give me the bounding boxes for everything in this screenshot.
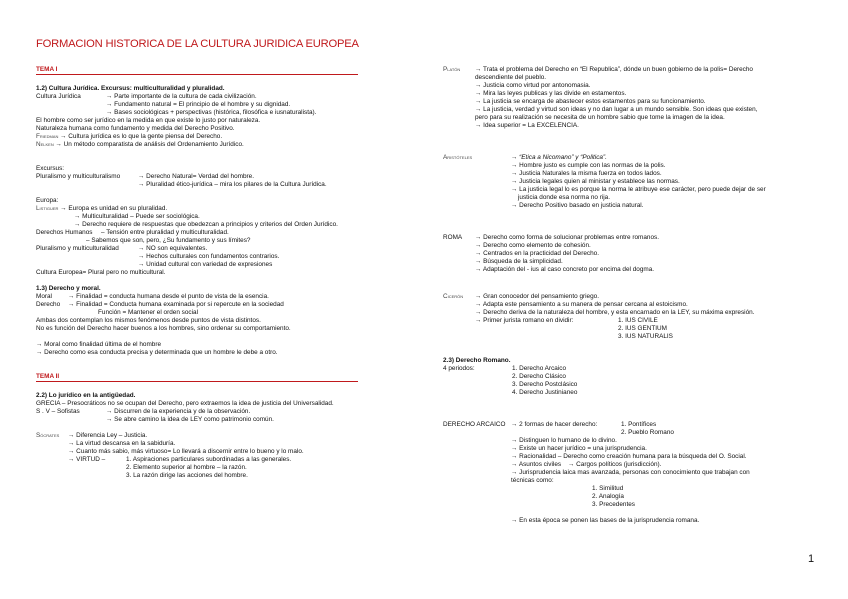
- bullet-item: → Finalidad = Conducta humana examinada por si repercute en la sociedad: [68, 301, 284, 308]
- bullet-item: → Fundamento natural = El principio de el hombre y su dignidad.: [106, 101, 291, 108]
- bullet-item: → Unidad cultural con variedad de expresiones: [138, 261, 273, 268]
- bullet-item: pero para su realización se necesita de un hombre sabio que tome la imagen de la idea.: [475, 114, 725, 121]
- bullet-item: → Derecho como forma de solucionar problemas entre romanos.: [475, 234, 659, 241]
- author-note: → Europa es unidad en su pluralidad.: [60, 205, 168, 212]
- bullet-item: → Multiculturalidad – Puede ser sociológica.: [74, 213, 200, 220]
- bullet-item: justicia donde esa norma no rija.: [518, 194, 611, 201]
- author-name: Listiguer: [36, 205, 59, 212]
- bullet-item: → Derecho Positivo basado en justicia natural.: [511, 202, 644, 209]
- bullet-item: → Cuanto más sabio, más virtuoso= Lo llevará a discernir entre lo bueno y lo malo.: [68, 448, 304, 455]
- bullet-item: → Finalidad = conducta humana desde el punto de vista de la esencia.: [68, 293, 269, 300]
- numbered-item: 1. Pontífices: [621, 421, 657, 428]
- paragraph-line: Excursus:: [36, 165, 65, 172]
- author-note: → Cultura jurídica es lo que la gente piensa del Derecho.: [60, 133, 223, 140]
- bullet-item: → “Etica a Nicomano” y “Politica”.: [511, 154, 607, 161]
- term-label: S . V – Sofistas: [36, 408, 80, 415]
- author-name: Friedman: [36, 133, 59, 140]
- numbered-item: 3. La razón dirige las acciones del hombre.: [126, 472, 248, 479]
- term-label: Derecho: [36, 301, 61, 308]
- bullet-item: → Racionalidad – Derecho como creación humana para la búsqueda del O. Social.: [511, 453, 747, 460]
- numbered-item: 2. Pueblo Romano: [621, 429, 674, 436]
- subsection-heading: 2.2) Lo jurídico en la antigüedad.: [36, 392, 136, 399]
- bullet-item: → Adaptación del - ius al caso concreto por encima del dogma.: [475, 266, 655, 273]
- term-label: Derechos Humanos: [36, 229, 93, 236]
- author-label: [36, 133, 222, 141]
- bullet-item: → Derecho Natural= Verdad del hombre.: [138, 173, 254, 180]
- subsection-heading: 1.2) Cultura Jurídica. Excursus: multiculturalidad y pluralidad.: [36, 85, 225, 92]
- bullet-item: → Discurren de la experiencia y de la observación.: [106, 408, 251, 415]
- bullet-item: → Derecho como esa conducta precisa y determinada que un hombre le debe a otro.: [36, 349, 278, 356]
- bullet-item: → Distinguen lo humano de lo divino.: [511, 437, 617, 444]
- bullet-item: → Derecho como elemento de cohesión.: [475, 242, 591, 249]
- bullet-item: → Moral como finalidad última de el hombre: [36, 341, 162, 348]
- bullet-item: → La justicia se encarga de abastecer estos estamentos para su funcionamiento.: [475, 98, 706, 105]
- bullet-item: → Primer jurista romano en dividir:: [475, 317, 574, 324]
- term-label: Moral: [36, 293, 52, 300]
- bullet-item: → Existe un hacer jurídico = una jurisprudencia.: [511, 445, 647, 452]
- author-name: Nelken: [36, 141, 54, 148]
- bullet-item: → Diferencia Ley – Justicia.: [68, 432, 148, 439]
- bullet-item: → Adapta este pensamiento a su manera de pensar cercana al estoicismo.: [475, 301, 688, 308]
- section-rule: [36, 74, 358, 75]
- bullet-item: → Hechos culturales con fundamentos contrarios.: [138, 253, 280, 260]
- bullet-item: → Mira las leyes publicas y las divide en estamentos.: [475, 90, 627, 97]
- bullet-item: → Cargos políticos (jurisdicción).: [568, 461, 662, 468]
- paragraph-line: No es función del Derecho hacer buenos a los hombres, sino ordenar su comportamiento.: [36, 325, 291, 332]
- bullet-item: descendiente del pueblo.: [475, 74, 547, 81]
- bullet-item: → Justicia legales quien al ministar y establece las normas.: [511, 178, 680, 185]
- bullet-item: → Se abre camino la idea de LEY como patrimonio común.: [106, 416, 274, 423]
- bullet-item: → Justicia como virtud por antonomasia.: [475, 82, 591, 89]
- bullet-item: → La justicia legal lo es porque la norma le atribuye ese carácter, pero puede dejar de ser: [511, 186, 766, 193]
- term-label: Cultura Jurídica: [36, 93, 81, 100]
- term-label: ROMA: [443, 234, 463, 241]
- author-name: Sócrates: [36, 432, 60, 439]
- numbered-item: 1. Aspiraciones particulares subordinadas a las generales.: [126, 456, 292, 463]
- paragraph-line: GRECIA – Presocráticos no se ocupan del Derecho, pero extraemos la idea de justicia del Universalidad.: [36, 400, 334, 407]
- numbered-item: 1. Similitud: [592, 485, 624, 492]
- bullet-item: → Gran conocedor del pensamiento griego.: [475, 293, 599, 300]
- bullet-item: → Derecho deriva de la naturaleza del hombre, y esta encarnado en la LEY, su máxima expresión.: [475, 309, 755, 316]
- bullet-item: → Centrados en la practicidad del Derecho.: [475, 250, 599, 257]
- author-name: Cicerón: [443, 293, 464, 300]
- bullet-item: → Parte importante de la cultura de cada civilización.: [106, 93, 257, 100]
- subsection-heading: 1.3) Derecho y moral.: [36, 285, 101, 292]
- bullet-item: → Hombre justo es cumple con las normas de la polis.: [511, 162, 666, 169]
- numbered-item: 1. IUS CIVILE: [618, 317, 658, 324]
- paragraph-line: técnicas como:: [511, 477, 554, 484]
- numbered-item: 3. Derecho Postclásico: [512, 381, 578, 388]
- numbered-item: 1. Derecho Arcaico: [512, 365, 566, 372]
- bullet-item: – Tensión entre pluralidad y multiculturalidad.: [101, 229, 229, 236]
- bullet-item: → Búsqueda de la simplicidad.: [475, 258, 563, 265]
- document-title: FORMACION HISTORICA DE LA CULTURA JURIDICA EUROPEA: [36, 38, 359, 50]
- paragraph-line: El hombre como ser jurídico en la medida en que existe lo justo por naturaleza.: [36, 117, 261, 124]
- numbered-item: 2. Analogía: [592, 493, 624, 500]
- bullet-item: Función = Mantener el orden social: [98, 309, 199, 316]
- paragraph-line: Europa:: [36, 197, 59, 204]
- bullet-item: → Justicia Naturales la misma fuerza en todos lados.: [511, 170, 662, 177]
- term-label: DERECHO ARCAICO: [443, 421, 506, 428]
- bullet-item: → La virtud descansa en la sabiduría.: [68, 440, 176, 447]
- bullet-item: → En esta época se ponen las bases de la jurisprudencia romana.: [511, 517, 700, 524]
- numbered-item: 4. Derecho Justinianeo: [512, 389, 578, 396]
- bullet-item: – Sabemos que son, pero, ¿Su fundamento y sus límites?: [86, 237, 251, 244]
- section-heading-tema-2: TEMA II: [36, 373, 60, 380]
- numbered-item: 3. IUS NATURALIS: [618, 333, 673, 340]
- term-label: 4 periodos:: [443, 365, 475, 372]
- author-label: [36, 205, 167, 213]
- bullet-item: → Bases sociológicas + perspectivas (histórica, filosófica e iusnaturalista).: [106, 109, 317, 116]
- bullet-item: → Jurisprudencia laica mas avanzada, personas con conocimiento que trabajan con: [511, 469, 750, 476]
- bullet-item: → La justicia, verdad y virtud son ideas y no dan lugar a un mundo sensible. Son ideas que existen,: [475, 106, 758, 113]
- subsection-heading: 2.3) Derecho Romano.: [443, 357, 511, 364]
- numbered-item: 2. IUS GENTIUM: [618, 325, 668, 332]
- bullet-item: → Pluralidad ético-jurídica – mira los pilares de la Cultura Jurídica.: [138, 181, 327, 188]
- bullet-item: → Trata el problema del Derecho en “El Republica”, dónde un buen gobierno de la polis= Derecho: [475, 66, 753, 73]
- page-number: 1: [808, 553, 815, 565]
- section-heading-tema-1: TEMA I: [36, 66, 58, 73]
- author-label: [36, 141, 244, 149]
- bullet-item: → Asuntos civiles: [511, 461, 562, 468]
- paragraph-line: Naturaleza humana como fundamento y medida del Derecho Positivo.: [36, 125, 235, 132]
- author-name: Aristóteles: [443, 154, 473, 161]
- term-label: Pluralismo y multiculturalidad: [36, 245, 119, 252]
- bullet-item: → 2 formas de hacer derecho:: [511, 421, 598, 428]
- paragraph-line: Ambas dos contemplan los mismos fenómenos desde puntos de vista distintos.: [36, 317, 261, 324]
- numbered-item: 2. Derecho Clásico: [512, 373, 566, 380]
- bullet-item: → Idea superior = La EXCELENCIA.: [475, 122, 579, 129]
- paragraph-line: Cultura Europea= Plural pero no multicultural.: [36, 269, 166, 276]
- numbered-item: 2. Elemento superior al hombre – la razón.: [126, 464, 247, 471]
- section-rule: [36, 381, 358, 382]
- author-name: Platón: [443, 66, 461, 73]
- bullet-item: → Derecho requiere de respuestas que obedezcan a principios y criterios del Orden Jurídico.: [74, 221, 338, 228]
- bullet-item: → VIRTUD –: [68, 456, 106, 463]
- term-label: Pluralismo y multiculturalismo: [36, 173, 121, 180]
- bullet-item: → NO son equivalentes.: [138, 245, 208, 252]
- numbered-item: 3. Precedentes: [592, 501, 635, 508]
- author-note: → Un método comparatista de análisis del Ordenamiento Jurídico.: [55, 141, 244, 148]
